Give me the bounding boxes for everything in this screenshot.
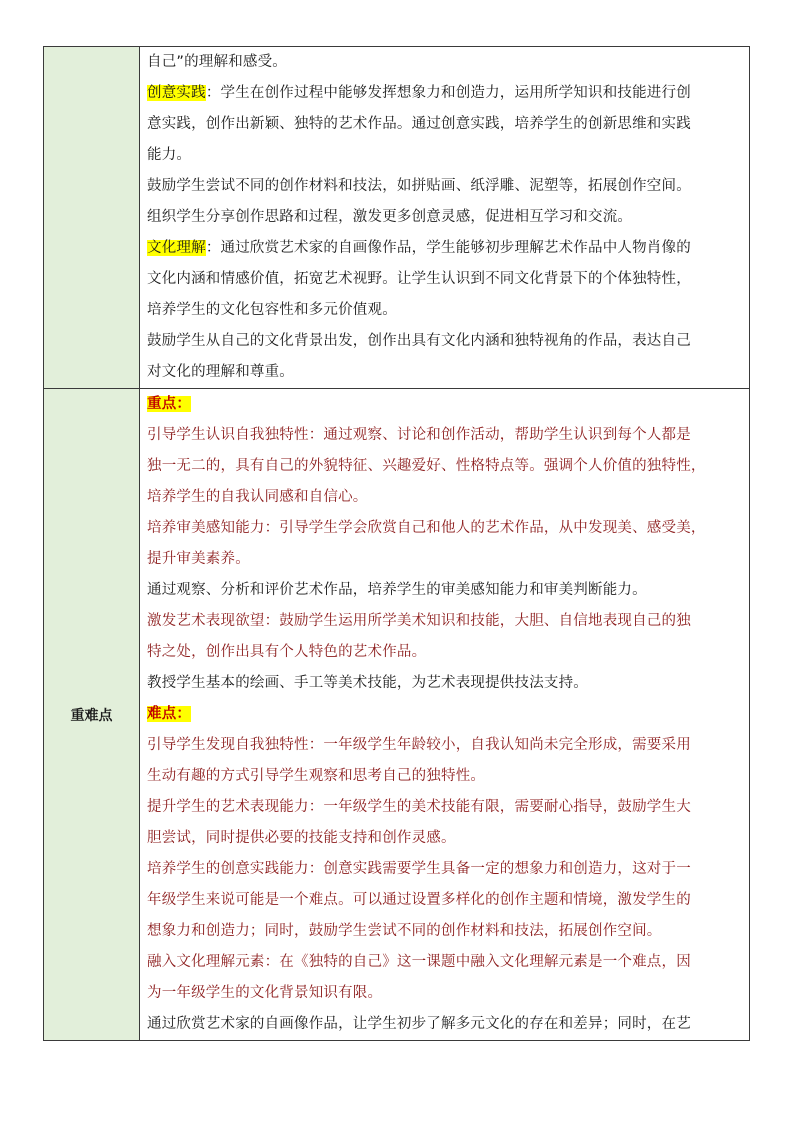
highlight-term: 文化理解 — [147, 240, 206, 256]
text-line: 通过欣赏艺术家的自画像作品，让学生初步了解多元文化的存在和差异；同时，在艺 — [147, 1016, 691, 1032]
text-line: 意实践，创作出新颖、独特的艺术作品。通过创意实践，培养学生的创新思维和实践 — [147, 116, 691, 132]
text-line: 独一无二的，具有自己的外貌特征、兴趣爱好、性格特点等。强调个人价值的独特性， — [147, 458, 706, 474]
text-line: 引导学生发现自我独特性：一年级学生年龄较小，自我认知尚未完全形成，需要采用 — [147, 737, 691, 753]
text-line: 自己”的理解和感受。 — [147, 54, 288, 70]
text-line: 为一年级学生的文化背景知识有限。 — [147, 985, 383, 1001]
row-label: 重难点 — [70, 707, 113, 724]
text-line: 能力。 — [147, 147, 192, 163]
text-line: 组织学生分享创作思路和过程，激发更多创意灵感，促进相互学习和交流。 — [147, 209, 633, 225]
text-line: 年级学生来说可能是一个难点。可以通过设置多样化的创作主题和情境，激发学生的 — [147, 892, 691, 908]
text-line: 引导学生认识自我独特性：通过观察、讨论和创作活动，帮助学生认识到每个人都是 — [147, 427, 691, 443]
text-line: 文化理解：通过欣赏艺术家的自画像作品，学生能够初步理解艺术作品中人物肖像的 — [147, 240, 691, 256]
text-line: 提升审美素养。 — [147, 551, 250, 567]
text-line: 创意实践：学生在创作过程中能够发挥想象力和创造力，运用所学知识和技能进行创 — [147, 85, 691, 101]
row-label-cell — [44, 47, 140, 389]
text-line: 通过观察、分析和评价艺术作品，培养学生的审美感知能力和审美判断能力。 — [147, 582, 647, 598]
table-row — [44, 389, 750, 1041]
row-label-cell — [44, 389, 140, 1041]
text-line: 生动有趣的方式引导学生观察和思考自己的独特性。 — [147, 768, 486, 784]
text-line: 培养审美感知能力：引导学生学会欣赏自己和他人的艺术作品，从中发现美、感受美， — [147, 520, 706, 536]
text-line: 激发艺术表现欲望：鼓励学生运用所学美术知识和技能，大胆、自信地表现自己的独 — [147, 613, 691, 629]
text-line: 融入文化理解元素：在《独特的自己》这一课题中融入文化理解元素是一个难点，因 — [147, 954, 691, 970]
content-cell — [140, 389, 750, 1041]
section-heading: 重点： — [147, 396, 192, 412]
text-line: 鼓励学生从自己的文化背景出发，创作出具有文化内涵和独特视角的作品，表达自己 — [147, 333, 691, 349]
text-line: 想象力和创造力；同时，鼓励学生尝试不同的创作材料和技法，拓展创作空间。 — [147, 923, 662, 939]
text-line: 文化内涵和情感价值，拓宽艺术视野。让学生认识到不同文化背景下的个体独特性， — [147, 271, 691, 287]
text-line: 特之处，创作出具有个人特色的艺术作品。 — [147, 644, 427, 660]
section-heading: 难点： — [147, 706, 192, 722]
lesson-plan-table — [43, 46, 750, 1041]
text-line: 培养学生的创意实践能力：创意实践需要学生具备一定的想象力和创造力，这对于一 — [147, 861, 691, 877]
text-line: 鼓励学生尝试不同的创作材料和技法，如拼贴画、纸浮雕、泥塑等，拓展创作空间。 — [147, 178, 691, 194]
table-row — [44, 47, 750, 389]
text-line: 培养学生的文化包容性和多元价值观。 — [147, 302, 397, 318]
text-line: 提升学生的艺术表现能力：一年级学生的美术技能有限，需要耐心指导，鼓励学生大 — [147, 799, 691, 815]
text-line: 培养学生的自我认同感和自信心。 — [147, 489, 368, 505]
text-line: 教授学生基本的绘画、手工等美术技能，为艺术表现提供技法支持。 — [147, 675, 588, 691]
highlight-term: 创意实践 — [147, 85, 206, 101]
content-cell — [140, 47, 750, 389]
text-line: 胆尝试，同时提供必要的技能支持和创作灵感。 — [147, 830, 456, 846]
text-line: 对文化的理解和尊重。 — [147, 364, 294, 380]
